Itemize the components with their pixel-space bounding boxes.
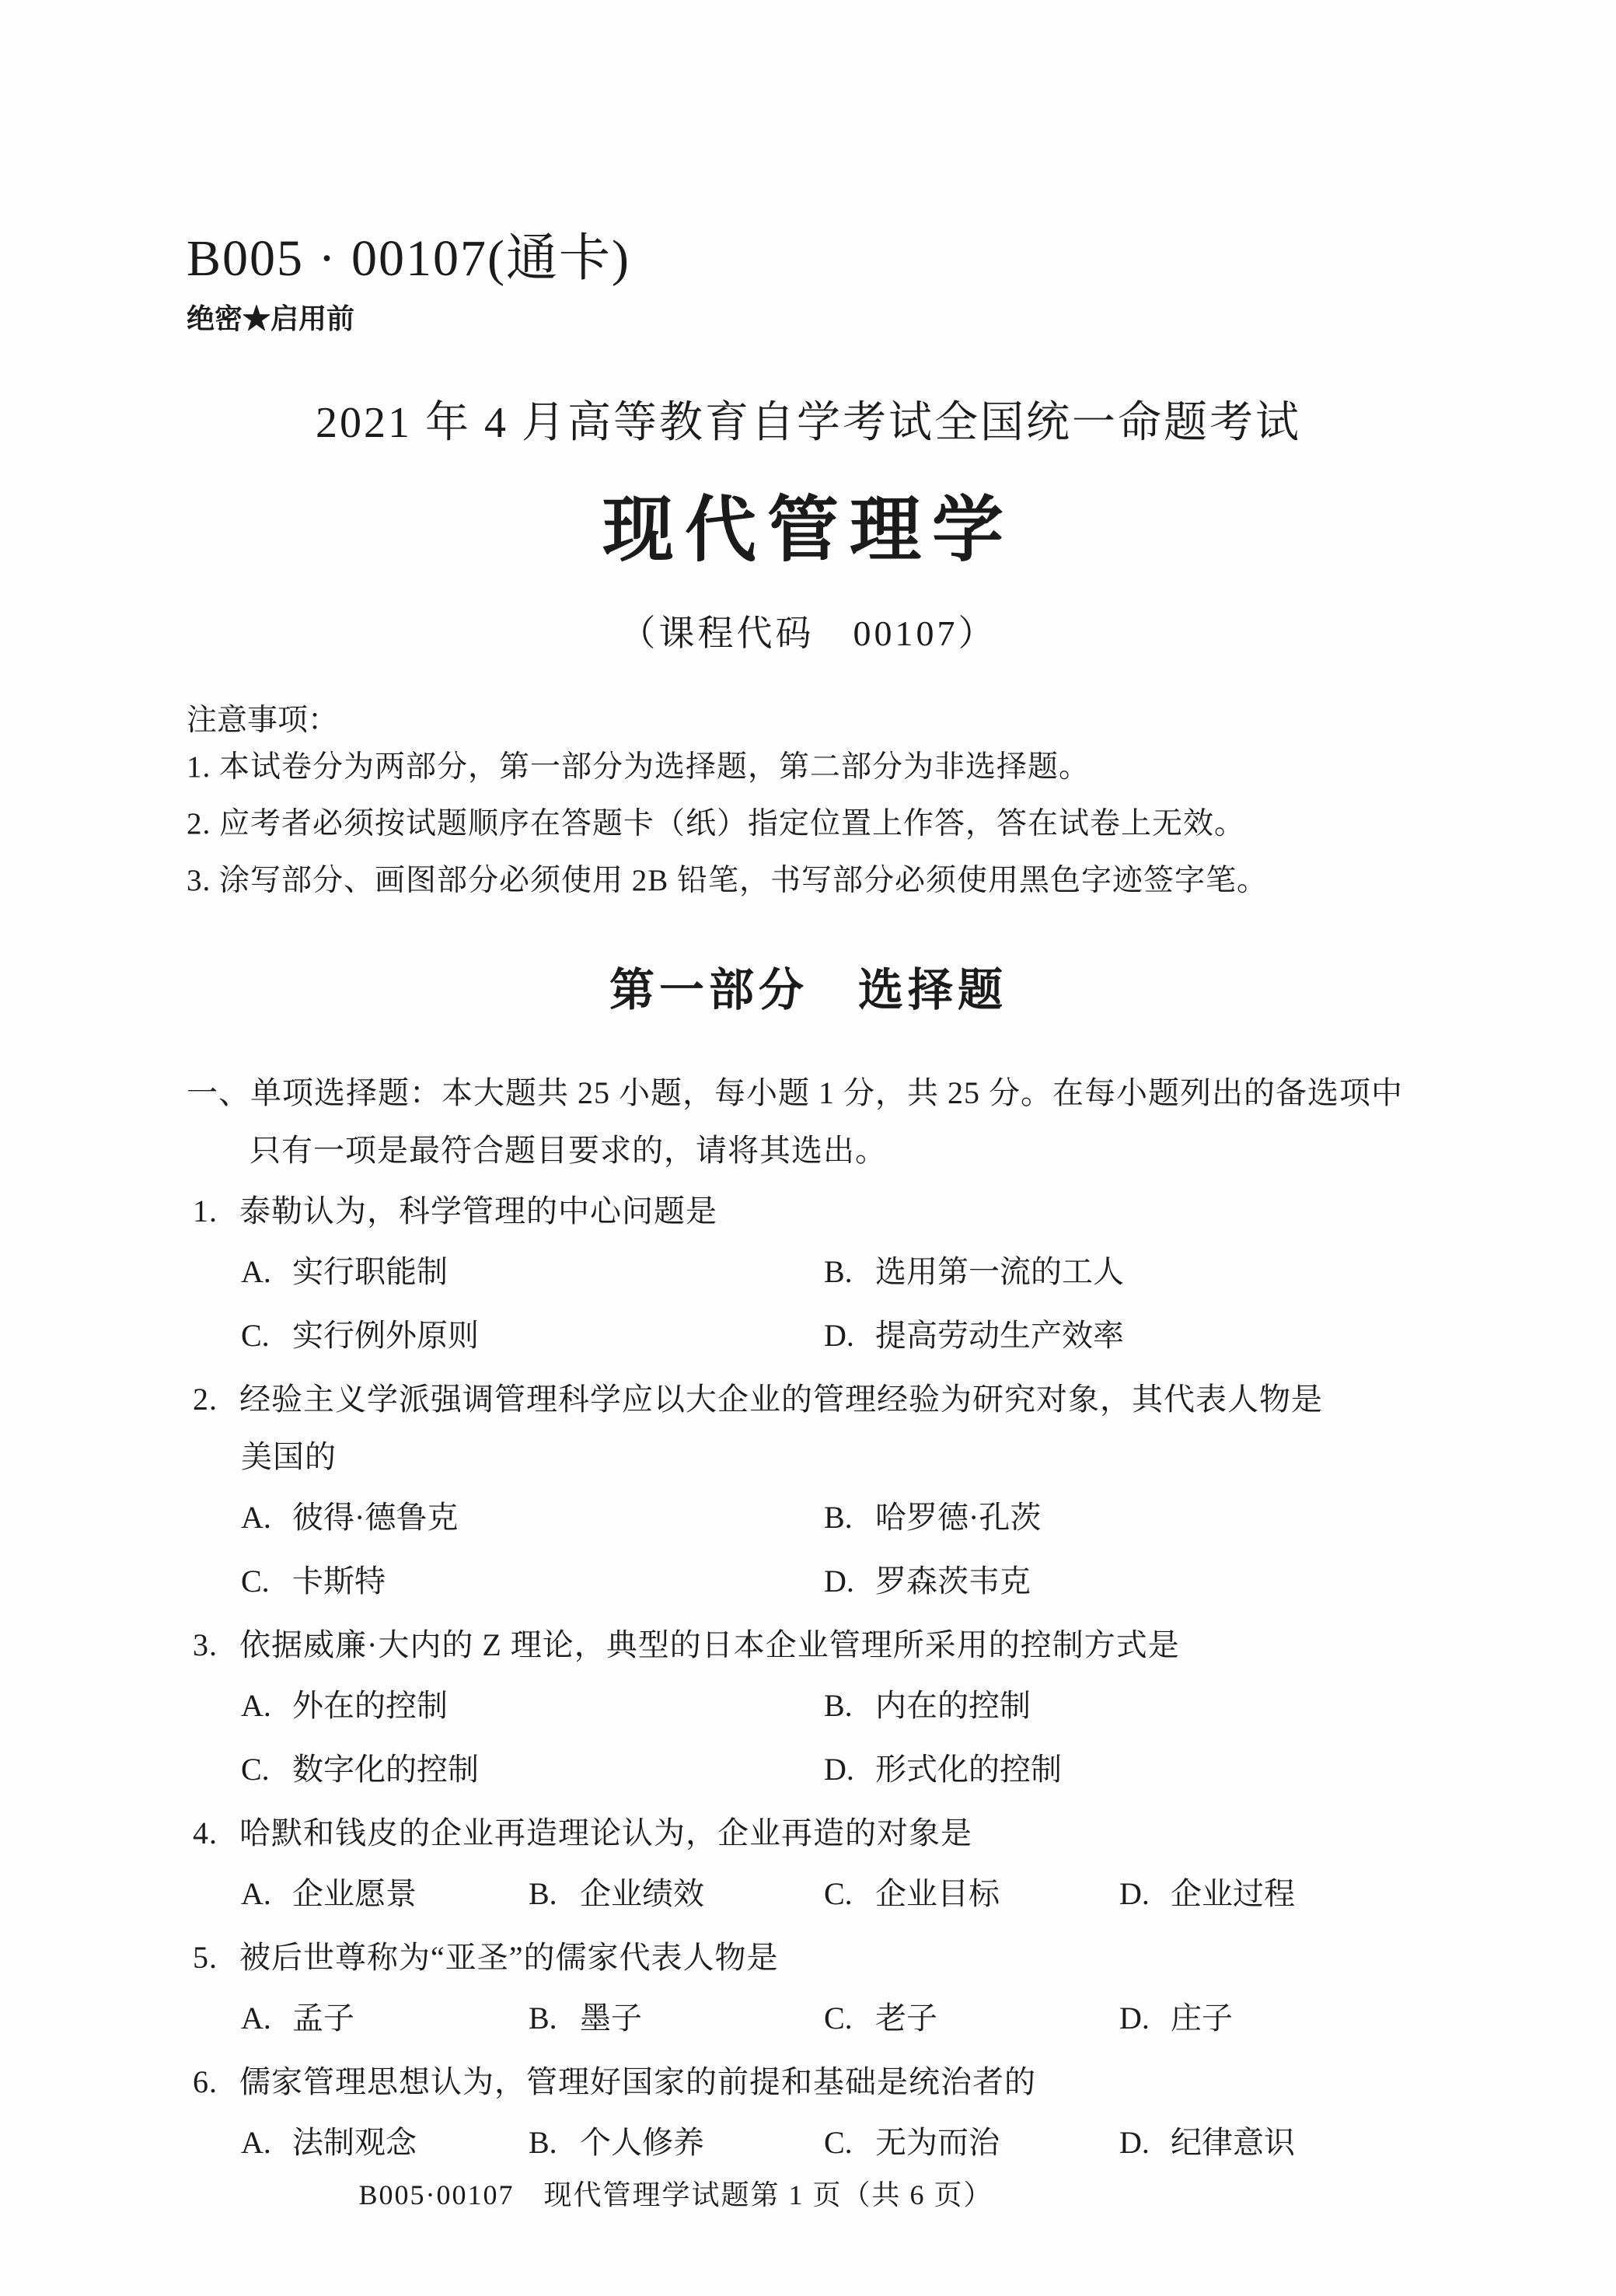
options-grid (187, 1987, 1430, 2050)
options-grid (187, 1240, 1430, 1368)
option-text: 提高劳动生产效率 (875, 1318, 1124, 1353)
question-stem-line (187, 1371, 1430, 1428)
option-a (241, 1862, 529, 1926)
option-d (824, 1550, 1430, 1613)
option-text: 实行例外原则 (292, 1318, 479, 1353)
option-label: B. (529, 2125, 557, 2160)
question-number: 3. (193, 1627, 218, 1662)
option-b (529, 1987, 824, 2050)
question-number: 2. (193, 1382, 218, 1417)
option-text: 企业愿景 (292, 1876, 417, 1911)
option-label: A. (241, 2001, 271, 2036)
options-grid (187, 1862, 1430, 1926)
option-b (529, 1862, 824, 1926)
question-number: 1. (193, 1193, 218, 1228)
option-label: B. (529, 2001, 557, 2036)
option-label: C. (824, 2125, 853, 2160)
option-b (824, 1486, 1430, 1550)
page-content (187, 230, 1430, 2175)
option-d (824, 1738, 1430, 1802)
option-text: 企业过程 (1171, 1876, 1295, 1911)
option-text: 哈罗德·孔茨 (875, 1500, 1042, 1535)
options-grid (187, 2111, 1430, 2175)
question-stem-continued: 美国的 (241, 1439, 337, 1474)
option-label: B. (529, 1876, 557, 1911)
note-item: 2. 应考者必须按试题顺序在答题卡（纸）指定位置上作答，答在试卷上无效。 (187, 807, 1246, 840)
option-label: D. (824, 1318, 854, 1353)
option-text: 企业目标 (875, 1876, 1000, 1911)
option-label: B. (824, 1254, 853, 1289)
option-label: B. (824, 1500, 853, 1535)
option-text: 外在的控制 (292, 1688, 448, 1723)
option-label: C. (824, 1876, 853, 1911)
question-stem: 经验主义学派强调管理科学应以大企业的管理经验为研究对象，其代表人物是 (239, 1382, 1323, 1417)
option-b (824, 1240, 1430, 1304)
option-text: 形式化的控制 (875, 1752, 1062, 1787)
question-block-2 (187, 1371, 1430, 1613)
page-footer: B005·00107 现代管理学试题第 1 页（共 6 页） (358, 2179, 993, 2210)
question-stem: 哈默和钱皮的企业再造理论认为，企业再造的对象是 (239, 1815, 972, 1850)
option-a (241, 1240, 824, 1304)
option-a (241, 1987, 529, 2050)
option-a (241, 1674, 824, 1738)
option-text: 纪律意识 (1171, 2125, 1295, 2160)
option-label: B. (824, 1688, 853, 1723)
question-stem: 被后世尊称为“亚圣”的儒家代表人物是 (239, 1940, 779, 1975)
question-block-3 (187, 1616, 1430, 1802)
option-label: A. (241, 2125, 271, 2160)
option-label: D. (824, 1752, 854, 1787)
question-stem-line (187, 1805, 1430, 1862)
question-stem: 泰勒认为，科学管理的中心问题是 (239, 1193, 717, 1228)
options-grid (187, 1486, 1430, 1613)
option-label: C. (824, 2001, 853, 2036)
instruction-line-1: 一、单项选择题：本大题共 25 小题，每小题 1 分，共 25 分。在每小题列出的备选项中 (187, 1075, 1403, 1110)
option-text: 罗森茨韦克 (875, 1564, 1031, 1599)
instruction-line-2: 只有一项是最符合题目要求的，请将其选出。 (250, 1133, 887, 1168)
option-text: 墨子 (580, 2001, 642, 2036)
option-text: 实行职能制 (292, 1254, 448, 1289)
option-c (824, 2111, 1119, 2175)
question-number: 6. (193, 2064, 218, 2099)
option-b (824, 1674, 1430, 1738)
option-label: A. (241, 1254, 271, 1289)
section-heading: 第一部分 选择题 (609, 965, 1007, 1015)
option-text: 数字化的控制 (292, 1752, 479, 1787)
option-label: A. (241, 1876, 271, 1911)
option-d (824, 1304, 1430, 1368)
exam-session-title: 2021 年 4 月高等教育自学考试全国统一命题考试 (316, 399, 1301, 447)
option-text: 企业绩效 (580, 1876, 704, 1911)
option-label: D. (1119, 1876, 1150, 1911)
option-text: 选用第一流的工人 (875, 1254, 1124, 1289)
question-number: 4. (193, 1815, 218, 1850)
question-stem: 依据威廉·大内的 Z 理论，典型的日本企业管理所采用的控制方式是 (239, 1627, 1180, 1662)
question-block-5 (187, 1929, 1430, 2050)
option-label: C. (241, 1752, 270, 1787)
option-label: D. (1119, 2001, 1150, 2036)
option-text: 庄子 (1171, 2001, 1233, 2036)
question-stem-line (187, 1183, 1430, 1240)
question-stem-line (187, 1929, 1430, 1987)
option-label: C. (241, 1564, 270, 1599)
option-d (1119, 2111, 1430, 2175)
option-label: D. (1119, 2125, 1150, 2160)
option-text: 无为而治 (875, 2125, 1000, 2160)
question-block-4 (187, 1805, 1430, 1926)
option-label: D. (824, 1564, 854, 1599)
question-stem-line (187, 2053, 1430, 2111)
options-grid (187, 1674, 1430, 1802)
option-c (241, 1550, 824, 1613)
option-a (241, 2111, 529, 2175)
question-stem: 儒家管理思想认为，管理好国家的前提和基础是统治者的 (239, 2064, 1036, 2099)
option-b (529, 2111, 824, 2175)
question-block-1 (187, 1183, 1430, 1368)
option-text: 卡斯特 (292, 1564, 386, 1599)
notes-heading: 注意事项： (187, 704, 339, 737)
exam-subject-title: 现代管理学 (602, 491, 1014, 570)
option-c (824, 1987, 1119, 2050)
option-c (241, 1304, 824, 1368)
booklet-code: B005 · 00107(通卡) (187, 230, 630, 287)
option-text: 老子 (875, 2001, 937, 2036)
question-stem-line (187, 1616, 1430, 1674)
option-c (241, 1738, 824, 1802)
option-text: 法制观念 (292, 2125, 417, 2160)
question-number: 5. (193, 1940, 218, 1975)
note-item: 1. 本试卷分为两部分，第一部分为选择题，第二部分为非选择题。 (187, 750, 1091, 784)
option-a (241, 1486, 824, 1550)
option-label: A. (241, 1688, 271, 1723)
option-text: 个人修养 (580, 2125, 704, 2160)
course-code: （课程代码 00107） (620, 613, 997, 653)
option-c (824, 1862, 1119, 1926)
note-item: 3. 涂写部分、画图部分必须使用 2B 铅笔，书写部分必须使用黑色字迹签字笔。 (187, 864, 1269, 897)
option-text: 彼得·德鲁克 (292, 1500, 459, 1535)
option-label: C. (241, 1318, 270, 1353)
option-text: 孟子 (292, 2001, 354, 2036)
option-d (1119, 1987, 1430, 2050)
option-d (1119, 1862, 1430, 1926)
option-label: A. (241, 1500, 271, 1535)
question-block-6 (187, 2053, 1430, 2175)
secrecy-label: 绝密★启用前 (187, 303, 355, 334)
option-text: 内在的控制 (875, 1688, 1031, 1723)
